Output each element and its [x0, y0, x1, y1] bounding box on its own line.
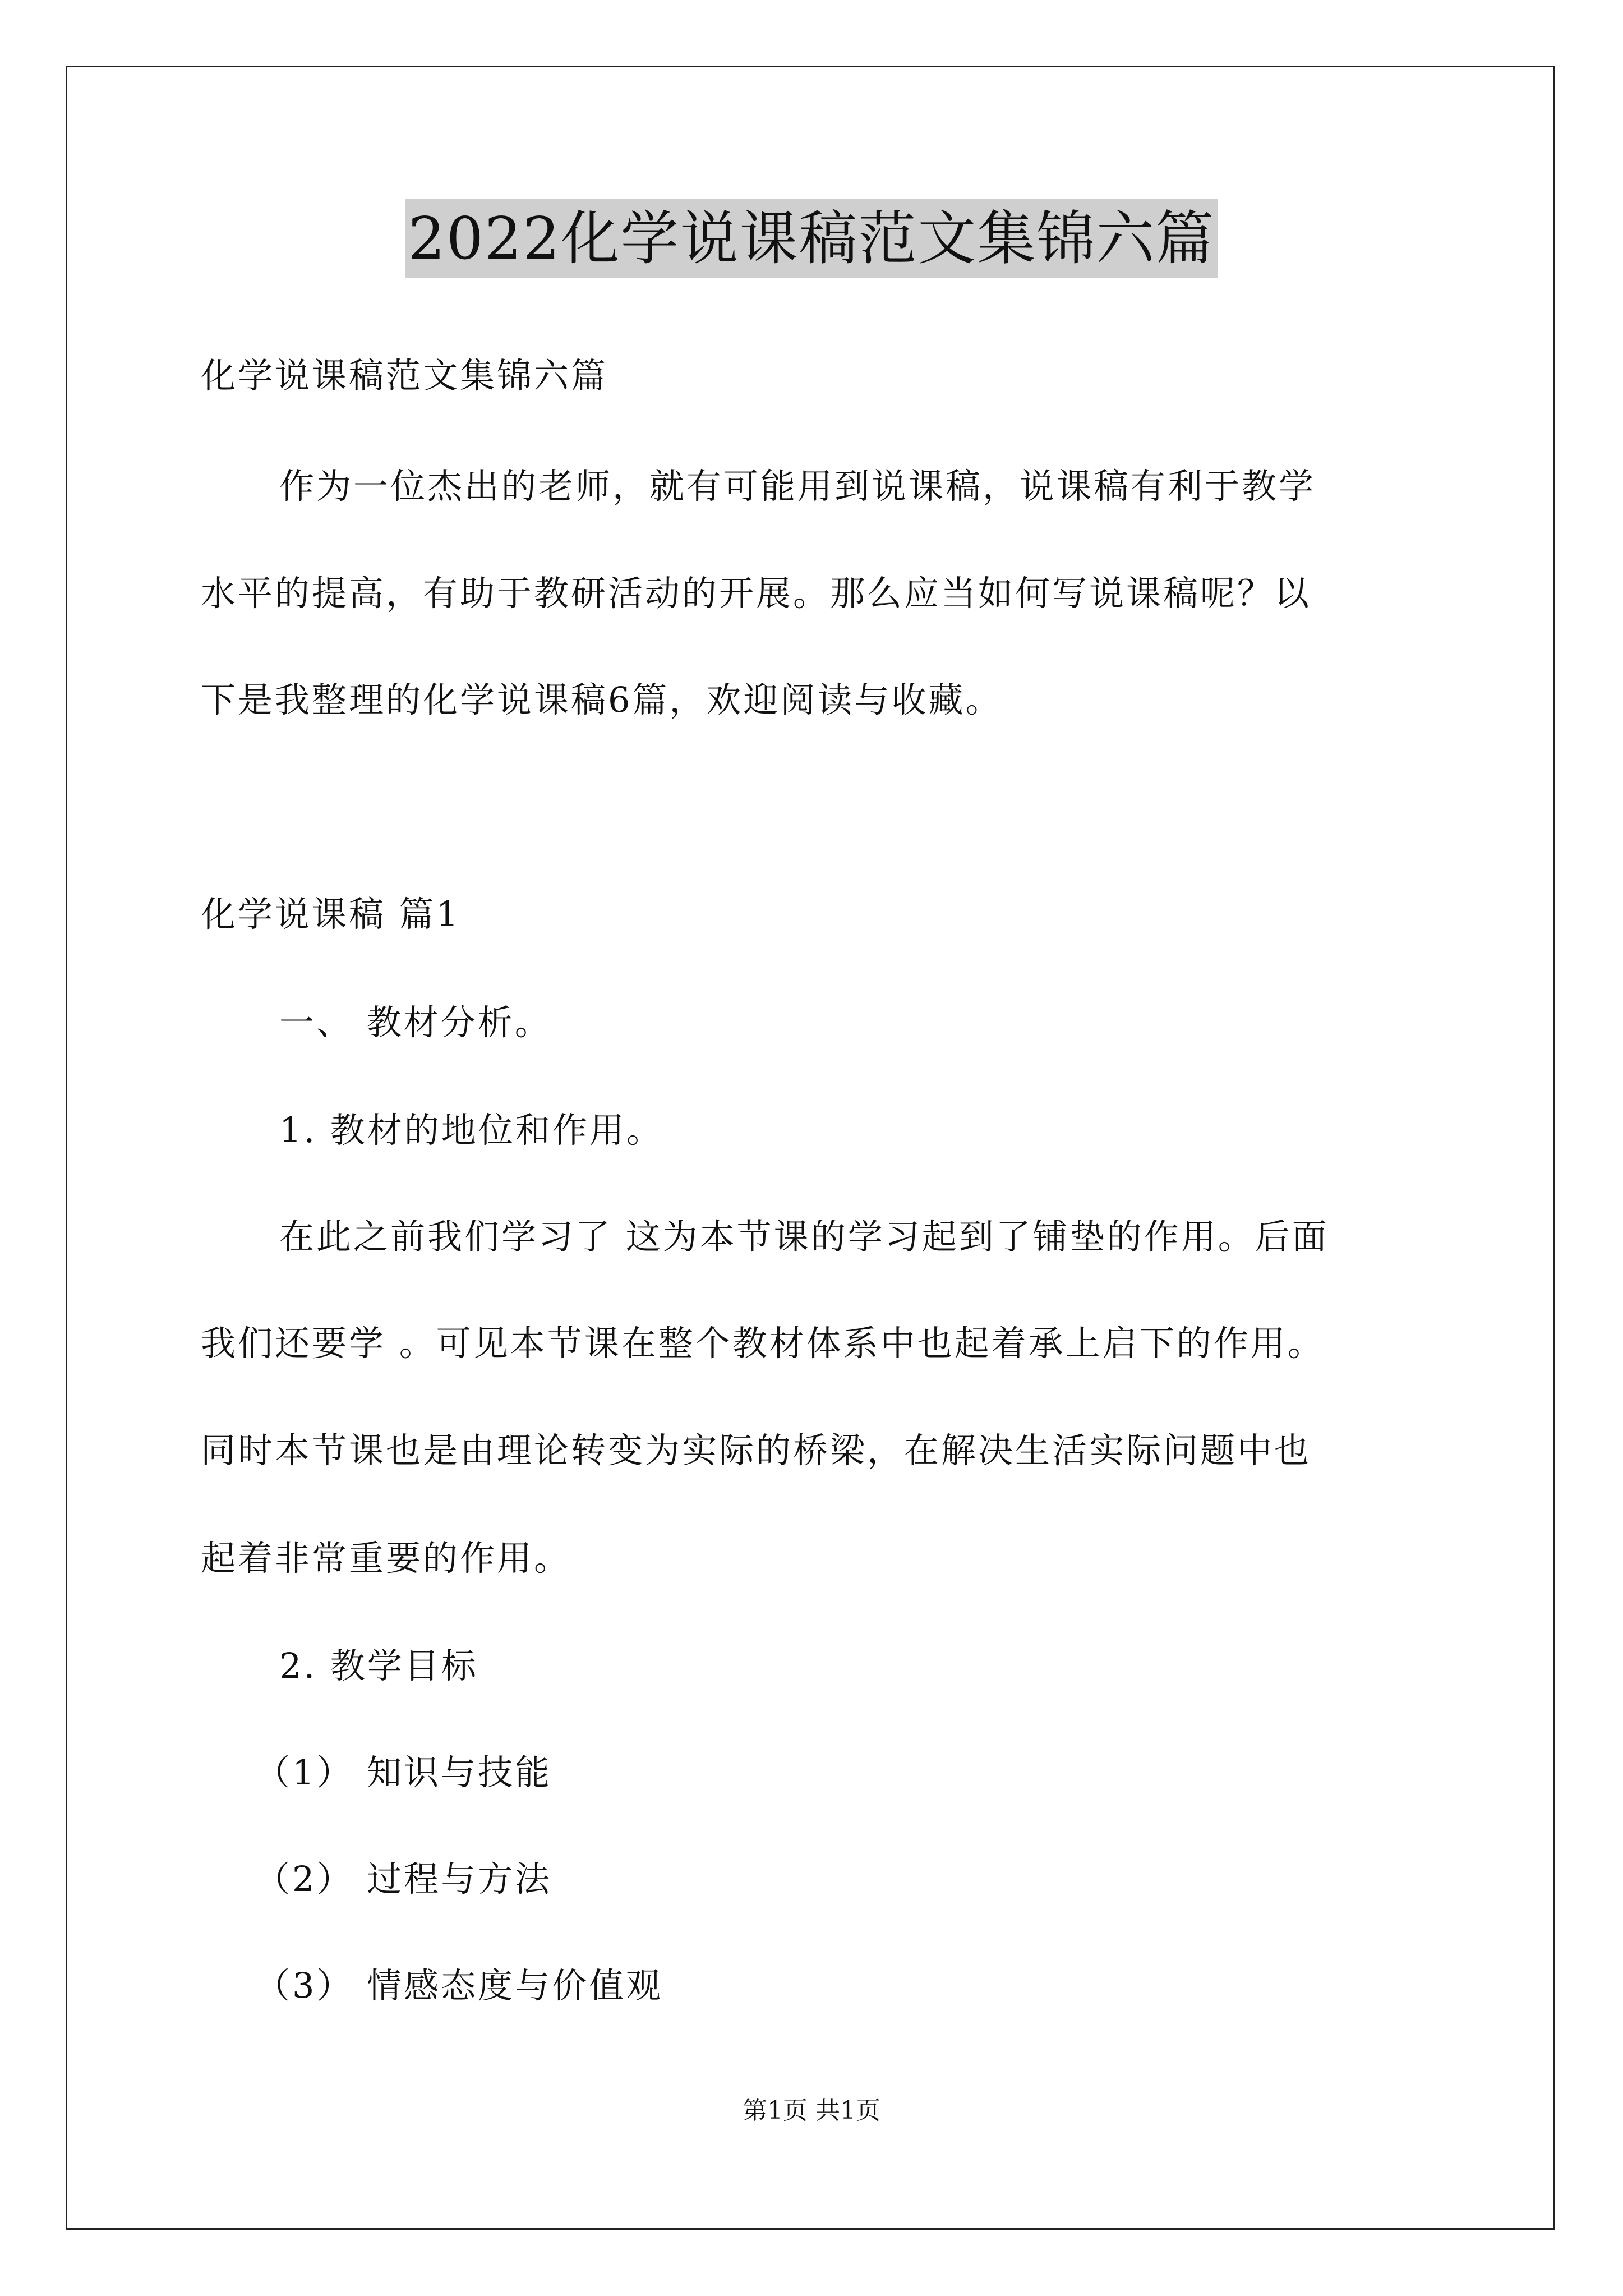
paragraph-line-2: 我们还要学 。可见本节课在整个教材体系中也起着承上启下的作用。: [201, 1323, 1325, 1364]
document-title: 2022化学说课稿范文集锦六篇: [405, 199, 1219, 278]
goal-item-1: （1） 知识与技能: [255, 1752, 552, 1793]
outline-item-1: 一、 教材分析。: [279, 1002, 552, 1043]
page-footer: 第1页 共1页: [743, 2096, 880, 2125]
title-container: [0, 199, 1623, 278]
outline-item-1-1: 1. 教材的地位和作用。: [279, 1110, 663, 1151]
paragraph-line-3: 同时本节课也是由理论转变为实际的桥梁，在解决生活实际问题中也: [201, 1430, 1312, 1471]
paragraph-line-4: 起着非常重要的作用。: [201, 1538, 571, 1579]
intro-line-2: 水平的提高，有助于教研活动的开展。那么应当如何写说课稿呢？以: [201, 573, 1312, 614]
document-subtitle: 化学说课稿范文集锦六篇: [201, 355, 608, 396]
goal-item-2: （2） 过程与方法: [255, 1858, 552, 1899]
paragraph-line-1: 在此之前我们学习了 这为本节课的学习起到了铺垫的作用。后面: [279, 1216, 1329, 1257]
intro-line-1: 作为一位杰出的老师，就有可能用到说课稿，说课稿有利于教学: [279, 466, 1316, 507]
intro-line-3: 下是我整理的化学说课稿6篇，欢迎阅读与收藏。: [201, 679, 1003, 720]
goal-item-3: （3） 情感态度与价值观: [255, 1965, 663, 2006]
section-heading: 化学说课稿 篇1: [201, 894, 461, 935]
outline-item-1-2: 2. 教学目标: [279, 1645, 478, 1686]
